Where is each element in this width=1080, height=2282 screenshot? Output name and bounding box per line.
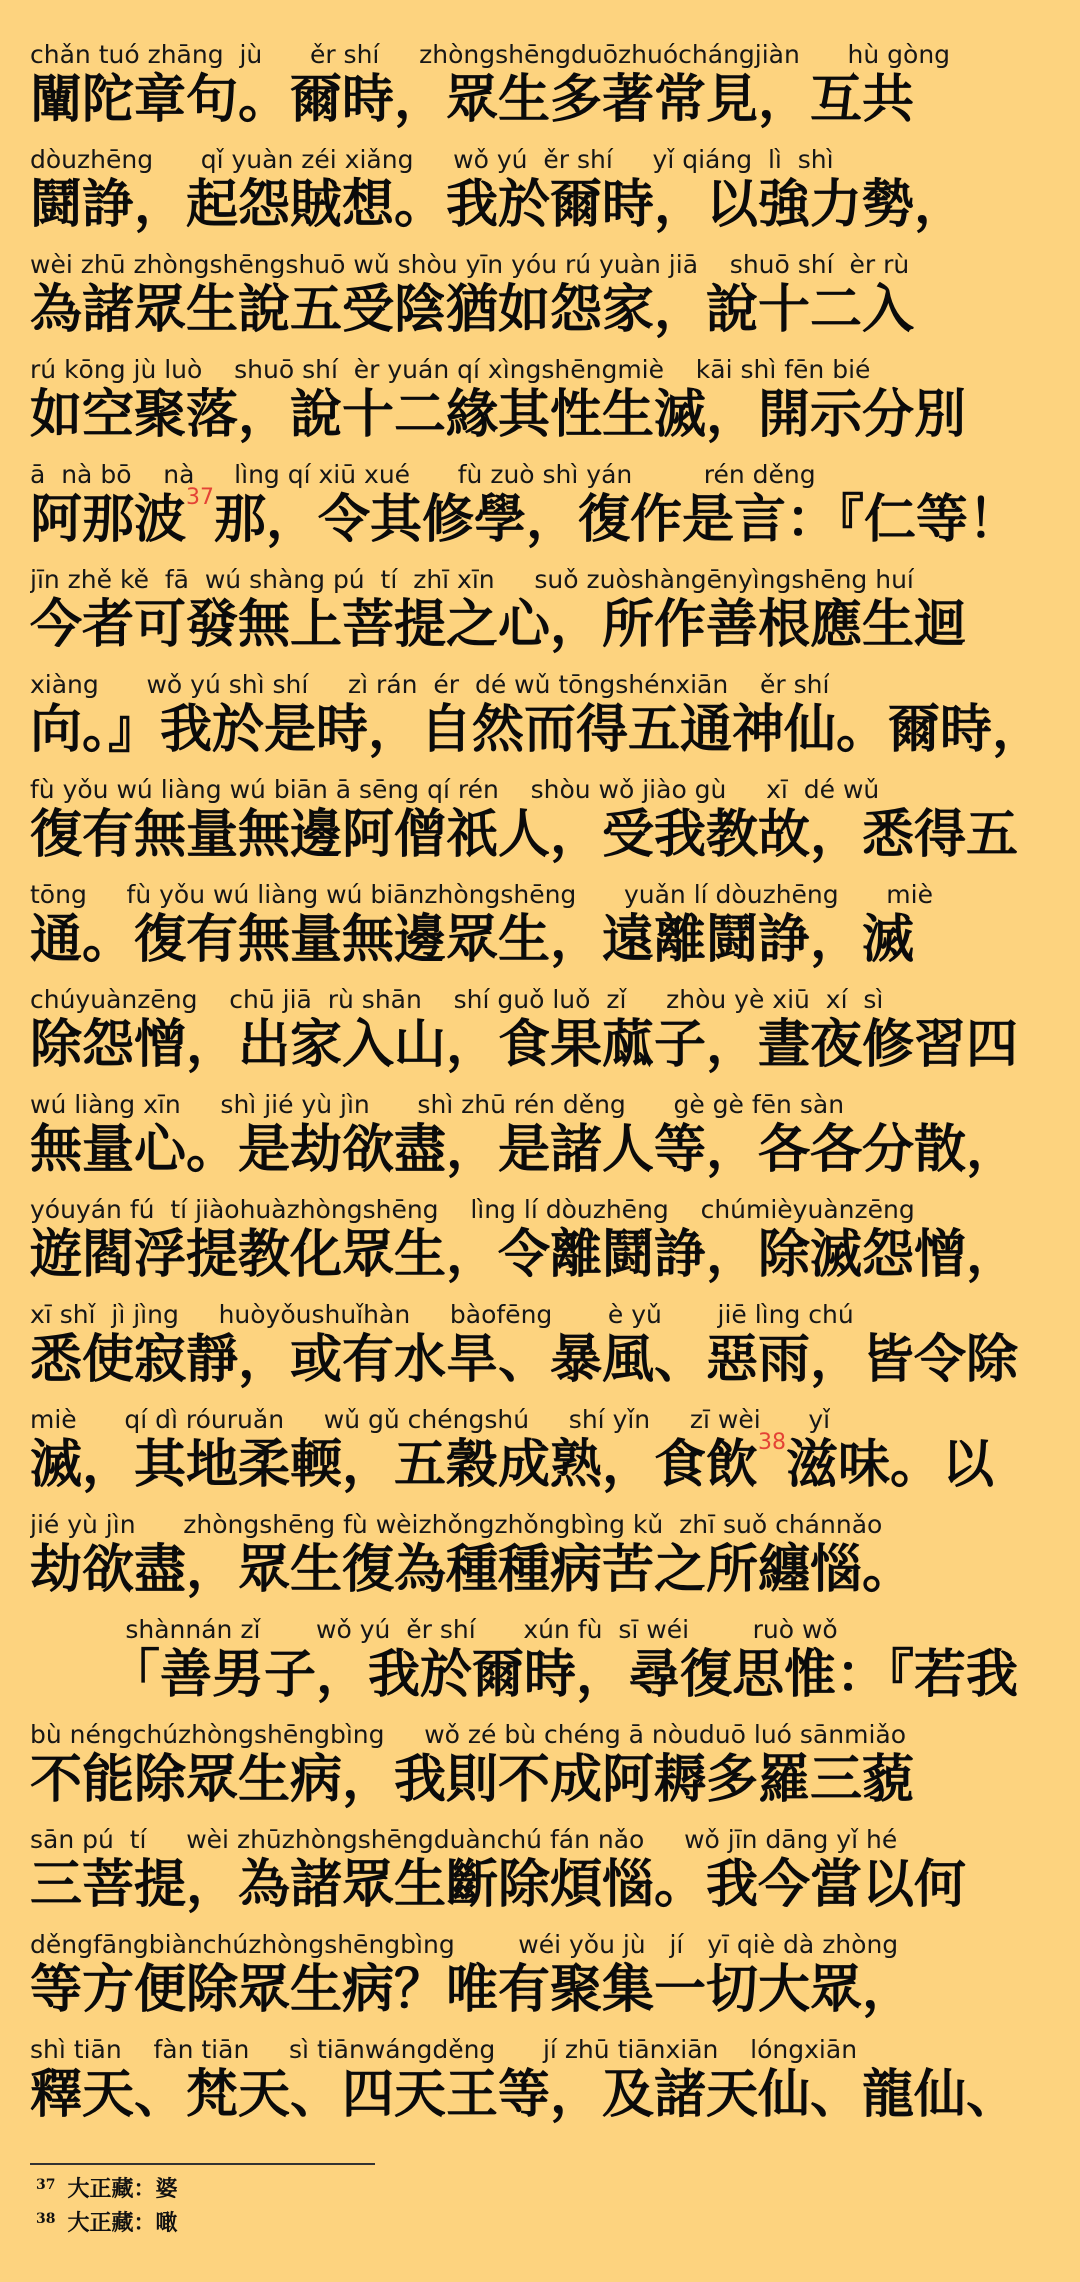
text-line — [30, 2035, 1050, 2135]
hanzi-segment: 滋味。以 — [786, 1435, 995, 1495]
hanzi-line: 釋天、梵天、四天王等，及諸天仙、龍仙、 — [30, 2065, 1019, 2125]
pinyin-line: miè qí dì róuruǎn wǔ gǔ chéngshú shí yǐn zī wèi yǐ — [30, 1405, 831, 1434]
text-line — [30, 775, 1050, 875]
text-line — [30, 1300, 1050, 1400]
hanzi-line: 等方便除眾生病？唯有聚集一切大眾， — [30, 1960, 915, 2020]
pinyin-line: jīn zhě kě fā wú shàng pú tí zhī xīn suǒ zuòshàngēnyìngshēng huí — [30, 565, 914, 594]
pinyin-line: fù yǒu wú liàng wú biān ā sēng qí rén shòu wǒ jiào gù xī dé wǔ — [30, 775, 880, 804]
hanzi-line: 除怨憎，出家入山，食果蓏子，晝夜修習四 — [30, 1015, 1019, 1075]
hanzi-line — [30, 485, 1021, 550]
footnote-divider — [30, 2163, 375, 2165]
text-line — [30, 250, 1050, 350]
hanzi-segment: 那，令其修學，復作是言：『仁等！ — [214, 490, 1021, 550]
text-line — [30, 355, 1050, 455]
hanzi-line: 「善男子，我於爾時，尋復思惟：『若我 — [30, 1645, 1019, 1705]
hanzi-line: 三菩提，為諸眾生斷除煩惱。我今當以何 — [30, 1855, 967, 1915]
hanzi-line: 通。復有無量無邊眾生，遠離鬪諍，滅 — [30, 910, 915, 970]
hanzi-line: 向。』我於是時，自然而得五通神仙。爾時， — [30, 700, 1045, 760]
pinyin-line: děngfāngbiànchúzhòngshēngbìng wéi yǒu jù jí yī qiè dà zhòng — [30, 1930, 899, 1959]
hanzi-line: 劫欲盡，眾生復為種種病苦之所纏惱。 — [30, 1540, 915, 1600]
footnote-38 — [36, 2208, 636, 2242]
footnote-ref-38[interactable]: 38 — [758, 1430, 787, 1455]
pinyin-line: bù néngchúzhòngshēngbìng wǒ zé bù chéng ā nòuduō luó sānmiǎo — [30, 1720, 907, 1749]
hanzi-line — [30, 1430, 995, 1495]
text-line — [30, 1930, 1050, 2030]
pinyin-line: rú kōng jù luò shuō shí èr yuán qí xìngshēngmiè kāi shì fēn bié — [30, 355, 871, 384]
text-line — [30, 1510, 1050, 1610]
pinyin-line: xī shǐ jì jìng huòyǒushuǐhàn bàofēng è yǔ jiē lìng chú — [30, 1300, 854, 1329]
text-line — [30, 1615, 1050, 1715]
hanzi-line: 今者可發無上菩提之心，所作善根應生迴 — [30, 595, 967, 655]
hanzi-line: 復有無量無邊阿僧祇人，受我教故，悉得五 — [30, 805, 1019, 865]
pinyin-line: sān pú tí wèi zhūzhòngshēngduànchú fán nǎo wǒ jīn dāng yǐ hé — [30, 1825, 898, 1854]
hanzi-line: 如空聚落，說十二緣其性生滅，開示分別 — [30, 385, 967, 445]
hanzi-segment: 滅，其地柔輭，五穀成熟，食飲 — [30, 1435, 759, 1495]
pinyin-line: xiàng wǒ yú shì shí zì rán ér dé wǔ tōngshénxiān ěr shí — [30, 670, 830, 699]
hanzi-line: 鬪諍，起怨賊想。我於爾時，以強力勢， — [30, 175, 967, 235]
pinyin-line: chǎn tuó zhāng jù ěr shí zhòngshēngduōzhuóchángjiàn hù gòng — [30, 40, 951, 69]
pinyin-line: wú liàng xīn shì jié yù jìn shì zhū rén děng gè gè fēn sàn — [30, 1090, 845, 1119]
pinyin-line: wèi zhū zhòngshēngshuō wǔ shòu yīn yóu rú yuàn jiā shuō shí èr rù — [30, 250, 910, 279]
hanzi-line: 闡陀章句。爾時，眾生多著常見，互共 — [30, 70, 915, 130]
hanzi-segment: 阿那波 — [30, 490, 187, 550]
footnote-number: 38 — [36, 2211, 56, 2227]
footnotes — [36, 2174, 636, 2242]
footnote-37 — [36, 2174, 636, 2208]
pinyin-line: jié yù jìn zhòngshēng fù wèizhǒngzhǒngbìng kǔ zhī suǒ chánnǎo — [30, 1510, 883, 1539]
text-line — [30, 880, 1050, 980]
pinyin-line: shì tiān fàn tiān sì tiānwángděng jí zhū tiānxiān lóngxiān — [30, 2035, 858, 2064]
footnote-ref-37[interactable]: 37 — [186, 485, 215, 510]
text-line — [30, 1405, 1050, 1505]
hanzi-line: 為諸眾生說五受陰猶如怨家，說十二入 — [30, 280, 915, 340]
hanzi-line: 不能除眾生病，我則不成阿耨多羅三藐 — [30, 1750, 915, 1810]
text-line — [30, 1720, 1050, 1820]
text-line — [30, 1195, 1050, 1295]
pinyin-line: dòuzhēng qǐ yuàn zéi xiǎng wǒ yú ěr shí yǐ qiáng lì shì — [30, 145, 834, 174]
hanzi-line: 遊閻浮提教化眾生，令離鬪諍，除滅怨憎， — [30, 1225, 1019, 1285]
text-line — [30, 145, 1050, 245]
pinyin-line: tōng fù yǒu wú liàng wú biānzhòngshēng yuǎn lí dòuzhēng miè — [30, 880, 933, 909]
text-line — [30, 985, 1050, 1085]
pinyin-line: yóuyán fú tí jiàohuàzhòngshēng lìng lí dòuzhēng chúmièyuànzēng — [30, 1195, 915, 1224]
hanzi-line: 無量心。是劫欲盡，是諸人等，各各分散， — [30, 1120, 1019, 1180]
text-line — [30, 1090, 1050, 1190]
pinyin-line: chúyuànzēng chū jiā rù shān shí guǒ luǒ zǐ zhòu yè xiū xí sì — [30, 985, 884, 1014]
pinyin-line: ā nà bō nà lìng qí xiū xué fù zuò shì yán rén děng — [30, 460, 816, 489]
text-line — [30, 1825, 1050, 1925]
text-line — [30, 460, 1050, 560]
text-line — [30, 670, 1050, 770]
hanzi-line: 悉使寂靜，或有水旱、暴風、惡雨，皆令除 — [30, 1330, 1019, 1390]
text-line — [30, 40, 1050, 140]
footnote-text: 大正藏：噉 — [67, 2210, 178, 2236]
text-line — [30, 565, 1050, 665]
footnote-text: 大正藏：婆 — [67, 2176, 178, 2202]
pinyin-line: shànnán zǐ wǒ yú ěr shí xún fù sī wéi ruò wǒ — [30, 1615, 838, 1644]
footnote-number: 37 — [36, 2177, 56, 2193]
